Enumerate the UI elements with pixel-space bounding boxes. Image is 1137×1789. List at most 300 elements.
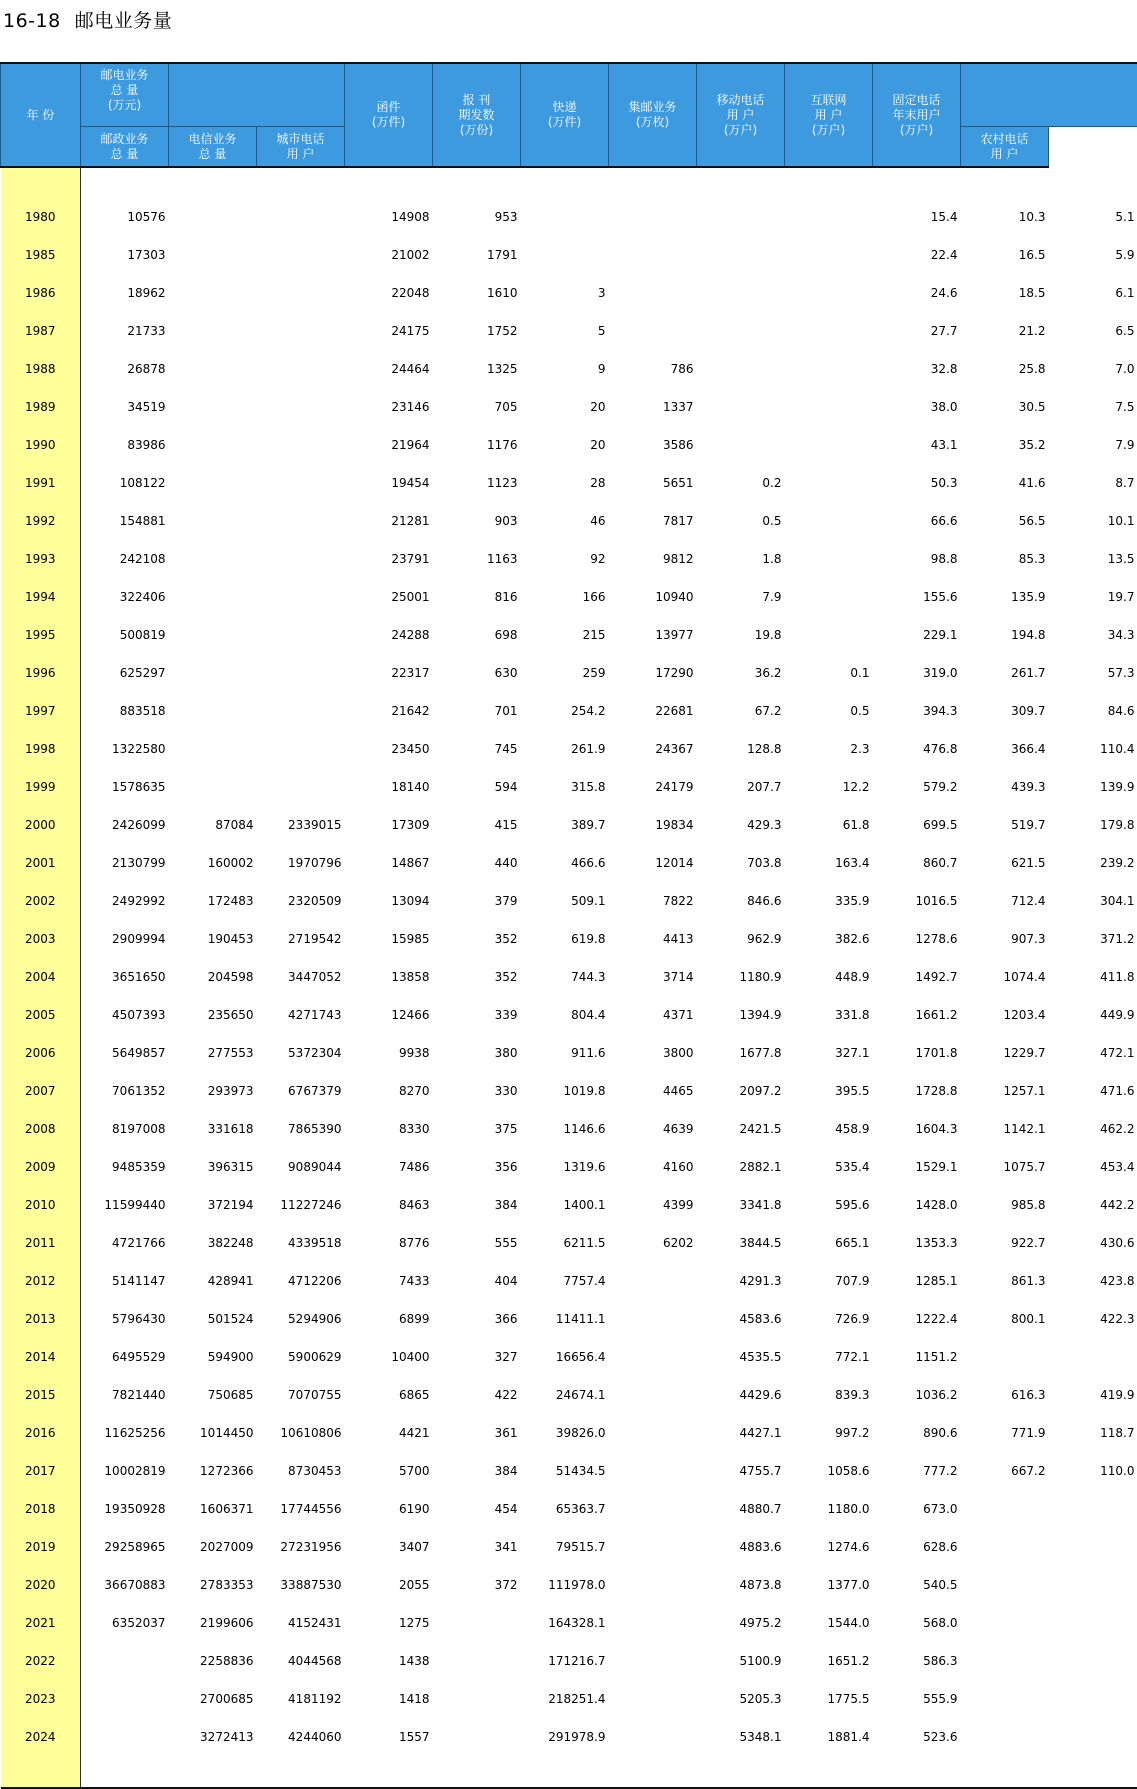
cell-express: 619.8 (521, 917, 609, 955)
cell-philately: 4160 (609, 1145, 697, 1183)
cell-internet-users: 448.9 (785, 955, 873, 993)
cell-philately (609, 1639, 697, 1677)
cell-internet-users: 595.6 (785, 1183, 873, 1221)
cell-internet-users: 0.5 (785, 689, 873, 727)
cell-postal-telecom-total: 625297 (81, 651, 169, 689)
cell-letters: 17309 (345, 803, 433, 841)
cell-rural-phone-users: 118.7 (1049, 1411, 1137, 1449)
cell-letters: 4421 (345, 1411, 433, 1449)
cell-rural-phone-users: 19.7 (1049, 575, 1137, 613)
cell-rural-phone-users (1049, 1715, 1137, 1753)
cell-year: 2024 (1, 1715, 81, 1753)
cell-fixed-phone-users: 476.8 (873, 727, 961, 765)
table-row (1, 1373, 1137, 1411)
table-number: 16-18 (3, 10, 61, 32)
cell-mobile-users: 4427.1 (697, 1411, 785, 1449)
table-row (1, 195, 1137, 233)
cell-urban-phone-users: 712.4 (961, 879, 1049, 917)
cell-postal-total: 2258836 (169, 1639, 257, 1677)
cell-postal-total (169, 461, 257, 499)
cell-philately (609, 1335, 697, 1373)
cell-urban-phone-users: 1257.1 (961, 1069, 1049, 1107)
cell-year: 2003 (1, 917, 81, 955)
cell-internet-users: 382.6 (785, 917, 873, 955)
cell-fixed-phone-users: 555.9 (873, 1677, 961, 1715)
cell-internet-users: 2.3 (785, 727, 873, 765)
cell-postal-total: 331618 (169, 1107, 257, 1145)
cell-mobile-users: 1180.9 (697, 955, 785, 993)
cell-express: 1146.6 (521, 1107, 609, 1145)
cell-urban-phone-users (961, 1677, 1049, 1715)
cell-express: 7757.4 (521, 1259, 609, 1297)
cell-postal-telecom-total: 6495529 (81, 1335, 169, 1373)
cell-rural-phone-users: 6.1 (1049, 271, 1137, 309)
cell-philately (609, 309, 697, 347)
spacer-cell (1049, 1753, 1137, 1788)
cell-postal-telecom-total: 34519 (81, 385, 169, 423)
cell-telecom-total: 3447052 (257, 955, 345, 993)
cell-telecom-total (257, 385, 345, 423)
cell-newspapers: 903 (433, 499, 521, 537)
cell-year: 1999 (1, 765, 81, 803)
cell-express (521, 195, 609, 233)
cell-postal-total: 3272413 (169, 1715, 257, 1753)
cell-mobile-users (697, 271, 785, 309)
cell-year: 2006 (1, 1031, 81, 1069)
cell-urban-phone-users: 922.7 (961, 1221, 1049, 1259)
table-row (1, 765, 1137, 803)
cell-fixed-phone-users: 1222.4 (873, 1297, 961, 1335)
cell-newspapers: 440 (433, 841, 521, 879)
cell-internet-users: 1881.4 (785, 1715, 873, 1753)
cell-telecom-total: 7070755 (257, 1373, 345, 1411)
cell-letters: 7486 (345, 1145, 433, 1183)
cell-express: 46 (521, 499, 609, 537)
cell-year: 2011 (1, 1221, 81, 1259)
cell-telecom-total: 6767379 (257, 1069, 345, 1107)
cell-mobile-users: 2882.1 (697, 1145, 785, 1183)
spacer-cell (1049, 167, 1137, 195)
cell-telecom-total (257, 651, 345, 689)
cell-express: 65363.7 (521, 1487, 609, 1525)
cell-urban-phone-users (961, 1487, 1049, 1525)
cell-internet-users: 665.1 (785, 1221, 873, 1259)
cell-fixed-phone-users: 98.8 (873, 537, 961, 575)
cell-newspapers: 698 (433, 613, 521, 651)
cell-letters: 6190 (345, 1487, 433, 1525)
cell-postal-total: 372194 (169, 1183, 257, 1221)
cell-urban-phone-users: 985.8 (961, 1183, 1049, 1221)
cell-year: 1992 (1, 499, 81, 537)
header-express: 快递 (万件) (521, 63, 609, 167)
cell-urban-phone-users: 667.2 (961, 1449, 1049, 1487)
cell-mobile-users: 2097.2 (697, 1069, 785, 1107)
cell-postal-telecom-total: 154881 (81, 499, 169, 537)
cell-internet-users: 726.9 (785, 1297, 873, 1335)
cell-internet-users: 61.8 (785, 803, 873, 841)
cell-philately (609, 1411, 697, 1449)
cell-newspapers: 594 (433, 765, 521, 803)
cell-fixed-phone-users: 1036.2 (873, 1373, 961, 1411)
cell-year: 1995 (1, 613, 81, 651)
cell-postal-telecom-total: 21733 (81, 309, 169, 347)
cell-letters: 1438 (345, 1639, 433, 1677)
cell-letters: 21642 (345, 689, 433, 727)
cell-postal-total (169, 309, 257, 347)
cell-philately: 12014 (609, 841, 697, 879)
cell-newspapers: 356 (433, 1145, 521, 1183)
cell-urban-phone-users: 1074.4 (961, 955, 1049, 993)
cell-postal-total: 2783353 (169, 1563, 257, 1601)
cell-year: 2013 (1, 1297, 81, 1335)
cell-year: 1985 (1, 233, 81, 271)
cell-year: 2021 (1, 1601, 81, 1639)
cell-postal-telecom-total: 29258965 (81, 1525, 169, 1563)
cell-postal-telecom-total: 7821440 (81, 1373, 169, 1411)
cell-rural-phone-users: 453.4 (1049, 1145, 1137, 1183)
cell-mobile-users: 0.5 (697, 499, 785, 537)
cell-year: 1997 (1, 689, 81, 727)
cell-postal-total: 293973 (169, 1069, 257, 1107)
cell-express: 261.9 (521, 727, 609, 765)
table-row (1, 1183, 1137, 1221)
cell-mobile-users: 67.2 (697, 689, 785, 727)
cell-year: 2007 (1, 1069, 81, 1107)
cell-philately (609, 1373, 697, 1411)
cell-philately: 17290 (609, 651, 697, 689)
cell-telecom-total (257, 575, 345, 613)
cell-mobile-users: 703.8 (697, 841, 785, 879)
cell-telecom-total: 5372304 (257, 1031, 345, 1069)
cell-postal-telecom-total: 2492992 (81, 879, 169, 917)
spacer-cell (961, 167, 1049, 195)
cell-philately: 6202 (609, 1221, 697, 1259)
cell-mobile-users: 0.2 (697, 461, 785, 499)
table-body (1, 167, 1137, 1788)
cell-philately: 786 (609, 347, 697, 385)
cell-urban-phone-users: 16.5 (961, 233, 1049, 271)
table-row (1, 1411, 1137, 1449)
cell-urban-phone-users: 25.8 (961, 347, 1049, 385)
cell-letters: 9938 (345, 1031, 433, 1069)
cell-letters: 10400 (345, 1335, 433, 1373)
cell-fixed-phone-users: 229.1 (873, 613, 961, 651)
cell-philately (609, 271, 697, 309)
cell-fixed-phone-users: 1529.1 (873, 1145, 961, 1183)
cell-newspapers: 1791 (433, 233, 521, 271)
cell-postal-total (169, 499, 257, 537)
cell-rural-phone-users: 442.2 (1049, 1183, 1137, 1221)
cell-mobile-users (697, 347, 785, 385)
table-row (1, 1487, 1137, 1525)
cell-internet-users: 163.4 (785, 841, 873, 879)
cell-internet-users: 707.9 (785, 1259, 873, 1297)
cell-telecom-total: 4244060 (257, 1715, 345, 1753)
cell-internet-users (785, 195, 873, 233)
spacer-cell (609, 1753, 697, 1788)
cell-postal-telecom-total: 8197008 (81, 1107, 169, 1145)
cell-fixed-phone-users: 1016.5 (873, 879, 961, 917)
cell-postal-telecom-total: 19350928 (81, 1487, 169, 1525)
cell-telecom-total: 17744556 (257, 1487, 345, 1525)
cell-letters: 1275 (345, 1601, 433, 1639)
cell-fixed-phone-users: 568.0 (873, 1601, 961, 1639)
table-row (1, 1031, 1137, 1069)
cell-postal-telecom-total: 11599440 (81, 1183, 169, 1221)
cell-postal-total: 190453 (169, 917, 257, 955)
table-title: 邮电业务量 (75, 10, 173, 32)
cell-urban-phone-users: 85.3 (961, 537, 1049, 575)
header-year: 年 份 (1, 63, 81, 167)
cell-internet-users (785, 385, 873, 423)
spacer-cell (697, 1753, 785, 1788)
cell-newspapers (433, 1715, 521, 1753)
cell-express: 171216.7 (521, 1639, 609, 1677)
cell-mobile-users: 4755.7 (697, 1449, 785, 1487)
header-spacer-right (961, 63, 1137, 127)
cell-internet-users (785, 347, 873, 385)
table-row (1, 727, 1137, 765)
cell-rural-phone-users: 5.9 (1049, 233, 1137, 271)
cell-urban-phone-users: 771.9 (961, 1411, 1049, 1449)
cell-fixed-phone-users: 22.4 (873, 233, 961, 271)
cell-letters: 8330 (345, 1107, 433, 1145)
table-row (1, 917, 1137, 955)
table-row (1, 233, 1137, 271)
table-row (1, 1107, 1137, 1145)
cell-letters: 8270 (345, 1069, 433, 1107)
cell-philately: 9812 (609, 537, 697, 575)
header-urban-phone-users: 城市电话 用 户 (257, 127, 345, 168)
cell-telecom-total: 4712206 (257, 1259, 345, 1297)
header-fixed-phone-users: 固定电话 年末用户 (万户) (873, 63, 961, 167)
cell-postal-total (169, 347, 257, 385)
cell-urban-phone-users: 366.4 (961, 727, 1049, 765)
cell-newspapers: 339 (433, 993, 521, 1031)
cell-rural-phone-users: 430.6 (1049, 1221, 1137, 1259)
cell-express: 744.3 (521, 955, 609, 993)
cell-urban-phone-users (961, 1601, 1049, 1639)
cell-express: 20 (521, 423, 609, 461)
cell-newspapers: 953 (433, 195, 521, 233)
cell-philately (609, 1449, 697, 1487)
cell-rural-phone-users (1049, 1487, 1137, 1525)
cell-postal-total: 2027009 (169, 1525, 257, 1563)
cell-express: 215 (521, 613, 609, 651)
cell-newspapers: 384 (433, 1449, 521, 1487)
cell-postal-telecom-total: 6352037 (81, 1601, 169, 1639)
cell-rural-phone-users: 471.6 (1049, 1069, 1137, 1107)
table-row (1, 309, 1137, 347)
cell-philately (609, 1297, 697, 1335)
cell-newspapers: 330 (433, 1069, 521, 1107)
cell-postal-telecom-total: 11625256 (81, 1411, 169, 1449)
cell-rural-phone-users: 449.9 (1049, 993, 1137, 1031)
cell-postal-total: 204598 (169, 955, 257, 993)
cell-philately: 4413 (609, 917, 697, 955)
cell-internet-users: 1058.6 (785, 1449, 873, 1487)
table-row (1, 575, 1137, 613)
header-newspapers: 报 刊 期发数 (万份) (433, 63, 521, 167)
cell-internet-users (785, 575, 873, 613)
cell-fixed-phone-users: 27.7 (873, 309, 961, 347)
cell-rural-phone-users: 5.1 (1049, 195, 1137, 233)
cell-philately: 24367 (609, 727, 697, 765)
cell-mobile-users: 846.6 (697, 879, 785, 917)
cell-postal-telecom-total: 2909994 (81, 917, 169, 955)
cell-letters: 21964 (345, 423, 433, 461)
cell-express: 9 (521, 347, 609, 385)
cell-mobile-users: 3844.5 (697, 1221, 785, 1259)
cell-urban-phone-users: 1075.7 (961, 1145, 1049, 1183)
cell-postal-telecom-total: 4721766 (81, 1221, 169, 1259)
cell-letters: 21002 (345, 233, 433, 271)
cell-telecom-total: 1970796 (257, 841, 345, 879)
cell-urban-phone-users: 1142.1 (961, 1107, 1049, 1145)
postal-telecom-table (0, 62, 1137, 1789)
cell-express: 254.2 (521, 689, 609, 727)
cell-year: 2023 (1, 1677, 81, 1715)
cell-year: 2002 (1, 879, 81, 917)
cell-philately: 13977 (609, 613, 697, 651)
cell-internet-users: 458.9 (785, 1107, 873, 1145)
cell-express: 389.7 (521, 803, 609, 841)
table-row (1, 1297, 1137, 1335)
cell-telecom-total (257, 613, 345, 651)
cell-philately: 1337 (609, 385, 697, 423)
cell-fixed-phone-users: 586.3 (873, 1639, 961, 1677)
cell-letters: 5700 (345, 1449, 433, 1487)
spacer-cell (697, 167, 785, 195)
cell-internet-users: 335.9 (785, 879, 873, 917)
spacer-cell (961, 1753, 1049, 1788)
cell-newspapers: 1176 (433, 423, 521, 461)
cell-internet-users: 327.1 (785, 1031, 873, 1069)
cell-mobile-users (697, 385, 785, 423)
cell-philately (609, 233, 697, 271)
cell-mobile-users: 207.7 (697, 765, 785, 803)
cell-philately: 4639 (609, 1107, 697, 1145)
cell-year: 2014 (1, 1335, 81, 1373)
cell-mobile-users: 962.9 (697, 917, 785, 955)
spacer-cell (433, 167, 521, 195)
spacer-cell (521, 1753, 609, 1788)
cell-express: 291978.9 (521, 1715, 609, 1753)
cell-fixed-phone-users: 319.0 (873, 651, 961, 689)
cell-postal-total (169, 727, 257, 765)
cell-rural-phone-users: 8.7 (1049, 461, 1137, 499)
cell-philately: 7817 (609, 499, 697, 537)
table-row (1, 1525, 1137, 1563)
cell-newspapers: 361 (433, 1411, 521, 1449)
table-row (1, 1335, 1137, 1373)
cell-mobile-users: 1677.8 (697, 1031, 785, 1069)
cell-year: 2010 (1, 1183, 81, 1221)
cell-newspapers: 454 (433, 1487, 521, 1525)
cell-newspapers: 705 (433, 385, 521, 423)
cell-mobile-users: 4535.5 (697, 1335, 785, 1373)
cell-year: 1987 (1, 309, 81, 347)
cell-year: 2017 (1, 1449, 81, 1487)
cell-letters: 1418 (345, 1677, 433, 1715)
cell-express: 1400.1 (521, 1183, 609, 1221)
cell-newspapers: 404 (433, 1259, 521, 1297)
cell-philately: 22681 (609, 689, 697, 727)
cell-express: 1319.6 (521, 1145, 609, 1183)
table-row (1, 613, 1137, 651)
cell-internet-users: 997.2 (785, 1411, 873, 1449)
cell-telecom-total (257, 537, 345, 575)
cell-postal-total: 1272366 (169, 1449, 257, 1487)
cell-express: 804.4 (521, 993, 609, 1031)
cell-philately (609, 1525, 697, 1563)
cell-telecom-total: 11227246 (257, 1183, 345, 1221)
cell-fixed-phone-users: 15.4 (873, 195, 961, 233)
cell-telecom-total: 4181192 (257, 1677, 345, 1715)
cell-internet-users (785, 499, 873, 537)
cell-urban-phone-users: 194.8 (961, 613, 1049, 651)
cell-telecom-total (257, 271, 345, 309)
cell-fixed-phone-users: 32.8 (873, 347, 961, 385)
cell-internet-users: 1775.5 (785, 1677, 873, 1715)
cell-fixed-phone-users: 155.6 (873, 575, 961, 613)
cell-telecom-total: 2719542 (257, 917, 345, 955)
cell-fixed-phone-users: 890.6 (873, 1411, 961, 1449)
spacer-cell (345, 1753, 433, 1788)
cell-philately (609, 195, 697, 233)
cell-philately: 4399 (609, 1183, 697, 1221)
cell-newspapers: 372 (433, 1563, 521, 1601)
cell-postal-total (169, 651, 257, 689)
cell-philately: 3714 (609, 955, 697, 993)
cell-philately: 5651 (609, 461, 697, 499)
cell-rural-phone-users: 110.0 (1049, 1449, 1137, 1487)
header-mobile-users: 移动电话 用 户 (万户) (697, 63, 785, 167)
table-row (1, 537, 1137, 575)
cell-letters: 13858 (345, 955, 433, 993)
cell-postal-telecom-total: 5649857 (81, 1031, 169, 1069)
cell-mobile-users: 4429.6 (697, 1373, 785, 1411)
cell-letters: 1557 (345, 1715, 433, 1753)
cell-newspapers: 630 (433, 651, 521, 689)
table-spacer-row (1, 167, 1137, 195)
cell-postal-total (169, 385, 257, 423)
cell-express: 111978.0 (521, 1563, 609, 1601)
cell-rural-phone-users (1049, 1639, 1137, 1677)
table-row (1, 1145, 1137, 1183)
cell-postal-total: 235650 (169, 993, 257, 1031)
cell-mobile-users: 4883.6 (697, 1525, 785, 1563)
cell-letters: 3407 (345, 1525, 433, 1563)
spacer-cell (81, 167, 169, 195)
cell-philately (609, 1715, 697, 1753)
cell-urban-phone-users: 21.2 (961, 309, 1049, 347)
cell-year: 2015 (1, 1373, 81, 1411)
cell-postal-telecom-total: 883518 (81, 689, 169, 727)
cell-express: 911.6 (521, 1031, 609, 1069)
header-letters: 函件 (万件) (345, 63, 433, 167)
cell-express: 16656.4 (521, 1335, 609, 1373)
cell-urban-phone-users: 135.9 (961, 575, 1049, 613)
cell-rural-phone-users: 371.2 (1049, 917, 1137, 955)
cell-fixed-phone-users: 673.0 (873, 1487, 961, 1525)
cell-fixed-phone-users: 540.5 (873, 1563, 961, 1601)
cell-postal-total (169, 689, 257, 727)
cell-postal-total: 501524 (169, 1297, 257, 1335)
cell-urban-phone-users: 10.3 (961, 195, 1049, 233)
table-row (1, 1639, 1137, 1677)
cell-fixed-phone-users: 1701.8 (873, 1031, 961, 1069)
